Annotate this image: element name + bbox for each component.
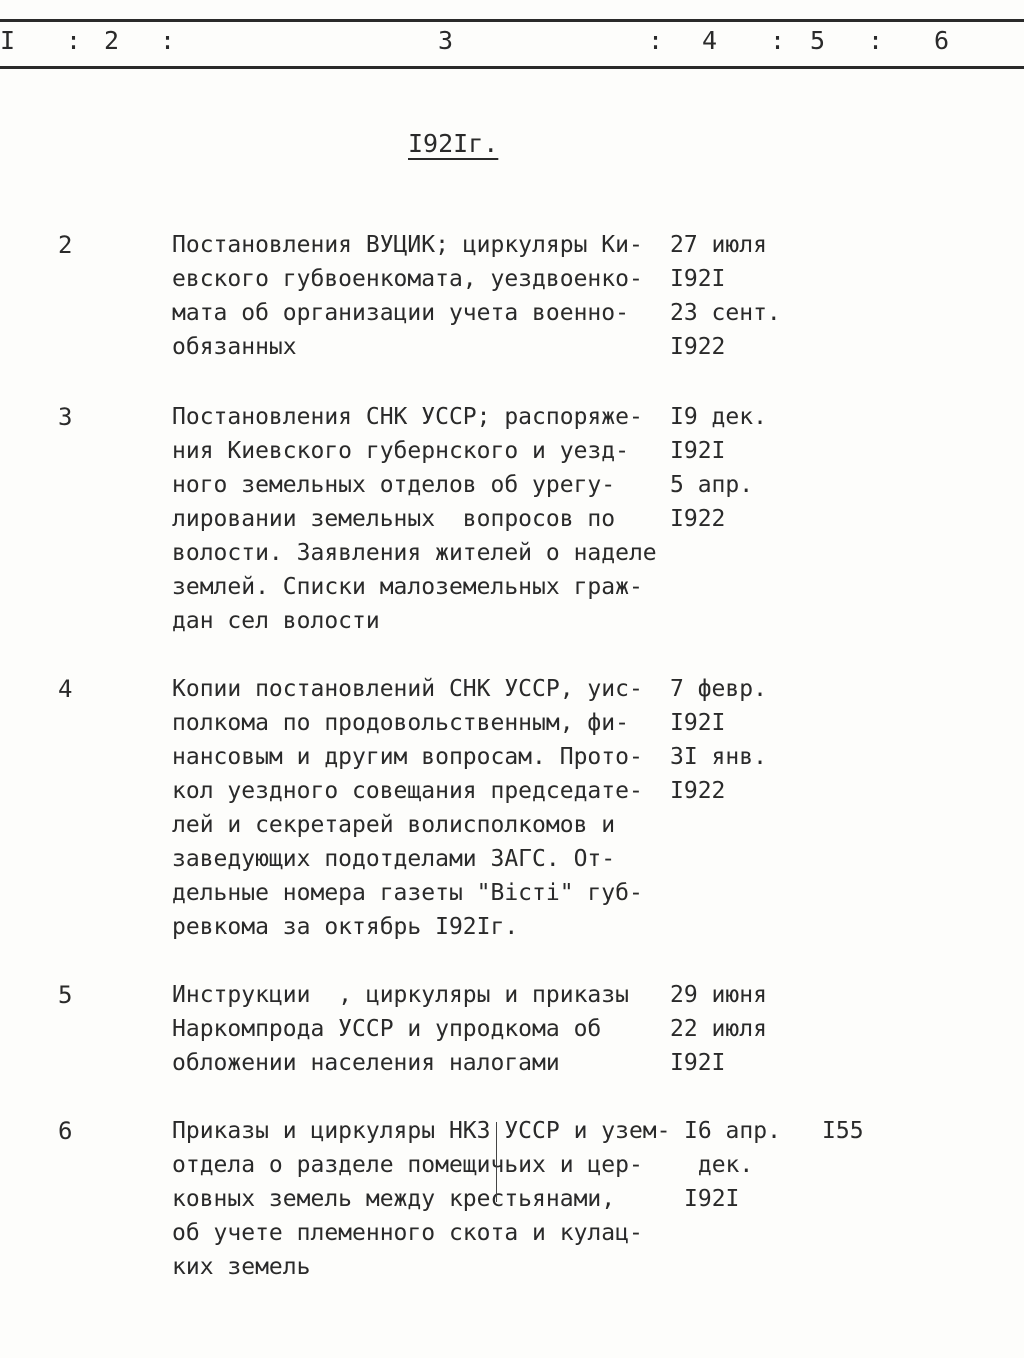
record-number: 6 <box>58 1117 73 1145</box>
pencil-mark <box>496 1122 497 1202</box>
column-separator: : <box>160 26 176 55</box>
record-title <box>172 978 672 1080</box>
record-number: 3 <box>58 403 73 431</box>
record-title-line: Наркомпрода УССР и упродкома об <box>172 1016 602 1042</box>
record-number: 5 <box>58 981 73 1009</box>
record-title-line: Копии постановлений СНК УССР, уис- <box>172 676 643 702</box>
record-title <box>172 1114 672 1284</box>
record-date-line: I92I <box>684 1186 740 1212</box>
record-title-line: дан сел волости <box>172 608 380 634</box>
record-title-line: ния Киевского губернского и уезд- <box>172 438 629 464</box>
header-rule-bottom <box>0 66 1024 69</box>
record-title-line: нансовым и другим вопросам. Прото- <box>172 744 643 770</box>
record-title-line: евского губвоенкомата, уездвоенко- <box>172 266 643 292</box>
record-title-line: лей и секретарей волисполкомов и <box>172 812 616 838</box>
header-rule-top <box>0 19 1024 22</box>
record-date-line: 3I янв. <box>670 744 767 770</box>
year-heading: I92Iг. <box>408 129 499 158</box>
record-dates <box>684 1114 781 1216</box>
record-title-line: Приказы и циркуляры НКЗ УССР и узем- <box>172 1118 671 1144</box>
record-title-line: землей. Списки малоземельных граж- <box>172 574 643 600</box>
record-date-line: I922 <box>670 506 726 532</box>
column-header-3: 3 <box>438 26 454 55</box>
record-title-line: об учете племенного скота и кулац- <box>172 1220 643 1246</box>
record-date-line: 27 июля <box>670 232 767 258</box>
column-header-4: 4 <box>702 26 718 55</box>
column-separator: : <box>648 26 664 55</box>
record-date-line: I92I <box>670 438 726 464</box>
record-title-line: лировании земельных вопросов по <box>172 506 616 532</box>
record-title-line: ких земель <box>172 1254 311 1280</box>
record-title-line: Инструкции , циркуляры и приказы <box>172 982 629 1008</box>
record-date-line: 7 февр. <box>670 676 767 702</box>
column-separator: : <box>66 26 82 55</box>
column-header-1: I <box>0 26 16 55</box>
record-dates <box>670 400 767 536</box>
record-title-line: Постановления СНК УССР; распоряже- <box>172 404 643 430</box>
record-title-line: дельные номера газеты "Вісті" губ- <box>172 880 643 906</box>
record-title <box>172 228 672 364</box>
record-title-line: обложении населения налогами <box>172 1050 560 1076</box>
record-dates <box>670 672 767 808</box>
column-header-2: 2 <box>104 26 120 55</box>
record-number: 4 <box>58 675 73 703</box>
record-dates <box>670 978 767 1080</box>
column-header-5: 5 <box>810 26 826 55</box>
record-title-line: отдела о разделе помещичьих и цер- <box>172 1152 643 1178</box>
record-title-line: полкома по продовольственным, фи- <box>172 710 629 736</box>
record-date-line: дек. <box>684 1152 754 1178</box>
record-title-line: ревкома за октябрь I92Iг. <box>172 914 519 940</box>
record-title <box>172 400 672 638</box>
column-separator: : <box>868 26 884 55</box>
record-date-line: I92I <box>670 710 726 736</box>
record-title-line: ковных земель между крестьянами, <box>172 1186 616 1212</box>
record-date-line: I922 <box>670 778 726 804</box>
record-title-line: волости. Заявления жителей о наделе <box>172 540 657 566</box>
column-separator: : <box>770 26 786 55</box>
record-date-line: I922 <box>670 334 726 360</box>
record-title-line: Постановления ВУЦИК; циркуляры Ки- <box>172 232 643 258</box>
column-header-6: 6 <box>934 26 950 55</box>
record-title-line: обязанных <box>172 334 297 360</box>
record-number: 2 <box>58 231 73 259</box>
record-date-line: 29 июня <box>670 982 767 1008</box>
record-title-line: мата об организации учета военно- <box>172 300 629 326</box>
record-date-line: 23 сент. <box>670 300 781 326</box>
record-date-line: I92I <box>670 266 726 292</box>
record-title-line: кол уездного совещания председате- <box>172 778 643 804</box>
record-date-line: I6 апр. <box>684 1118 781 1144</box>
record-title-line: ного земельных отделов об урегу- <box>172 472 616 498</box>
record-title-line: заведующих подотделами ЗАГС. От- <box>172 846 616 872</box>
record-date-line: I92I <box>670 1050 726 1076</box>
record-date-line: I9 дек. <box>670 404 767 430</box>
record-date-line: 5 апр. <box>670 472 754 498</box>
record-date-line: 22 июля <box>670 1016 767 1042</box>
record-page-count: I55 <box>822 1118 864 1144</box>
record-title <box>172 672 672 944</box>
record-dates <box>670 228 781 364</box>
